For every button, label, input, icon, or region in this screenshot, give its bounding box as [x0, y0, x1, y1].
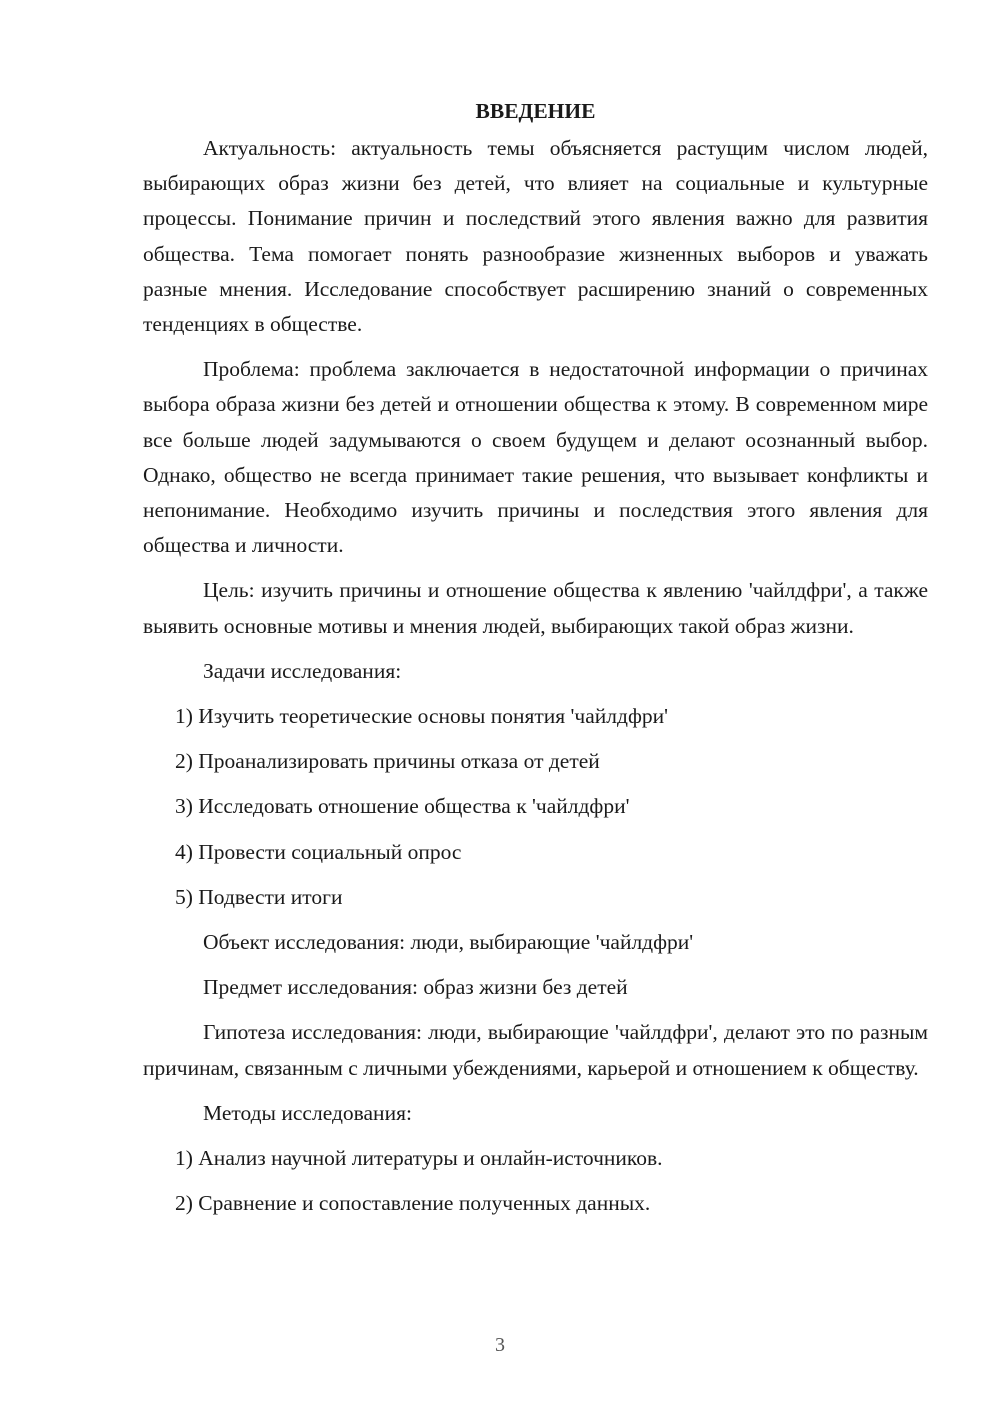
object-line: Объект исследования: люди, выбирающие 'чайлдфри' — [203, 930, 694, 955]
list-item: 1) Анализ научной литературы и онлайн-источников. — [175, 1146, 663, 1171]
hypothesis-paragraph: Гипотеза исследования: люди, выбирающие 'чайлдфри', делают это по разным причинам, связанным с личными убеждениями, карьерой и отношением к обществу. — [143, 1020, 928, 1080]
methods-heading: Методы исследования: — [203, 1100, 412, 1125]
tasks-heading: Задачи исследования: — [203, 658, 402, 683]
list-item: 4) Провести социальный опрос — [175, 839, 462, 864]
goal-paragraph: Цель: изучить причины и отношение общества к явлению 'чайлдфри', а также выявить основные мотивы и мнения людей, выбирающих такой образ жизни. — [143, 578, 928, 638]
page-number: 3 — [495, 1334, 505, 1356]
list-item: 1) Изучить теоретические основы понятия 'чайлдфри' — [175, 704, 669, 729]
list-item: 5) Подвести итоги — [175, 884, 343, 909]
subject-line: Предмет исследования: образ жизни без детей — [203, 975, 628, 1000]
list-item: 2) Проанализировать причины отказа от детей — [175, 749, 600, 774]
methods-list — [143, 1141, 928, 1221]
document-page — [143, 94, 928, 1231]
list-item: 2) Сравнение и сопоставление полученных данных. — [175, 1191, 651, 1216]
relevance-paragraph: Актуальность: актуальность темы объясняется растущим числом людей, выбирающих образ жизни без детей, что влияет на социальные и культурные процессы. Понимание причин и последствий этого явления важно для развития общества. Тема помогает понять разнообразие жизненных выборов и уважать разные мнения. Исследование способствует расширению знаний о современных тенденциях в обществе. — [143, 136, 928, 337]
list-item: 3) Исследовать отношение общества к 'чайлдфри' — [175, 794, 630, 819]
section-title: ВВЕДЕНИЕ — [475, 99, 596, 123]
tasks-list — [143, 699, 928, 915]
problem-paragraph: Проблема: проблема заключается в недостаточной информации о причинах выбора образа жизни без детей и отношении общества к этому. В современном мире все больше людей задумываются о своем будущем и делают осознанный выбор. Однако, общество не всегда принимает такие решения, что вызывает конфликты и непонимание. Необходимо изучить причины и последствия этого явления для общества и личности. — [143, 357, 928, 558]
